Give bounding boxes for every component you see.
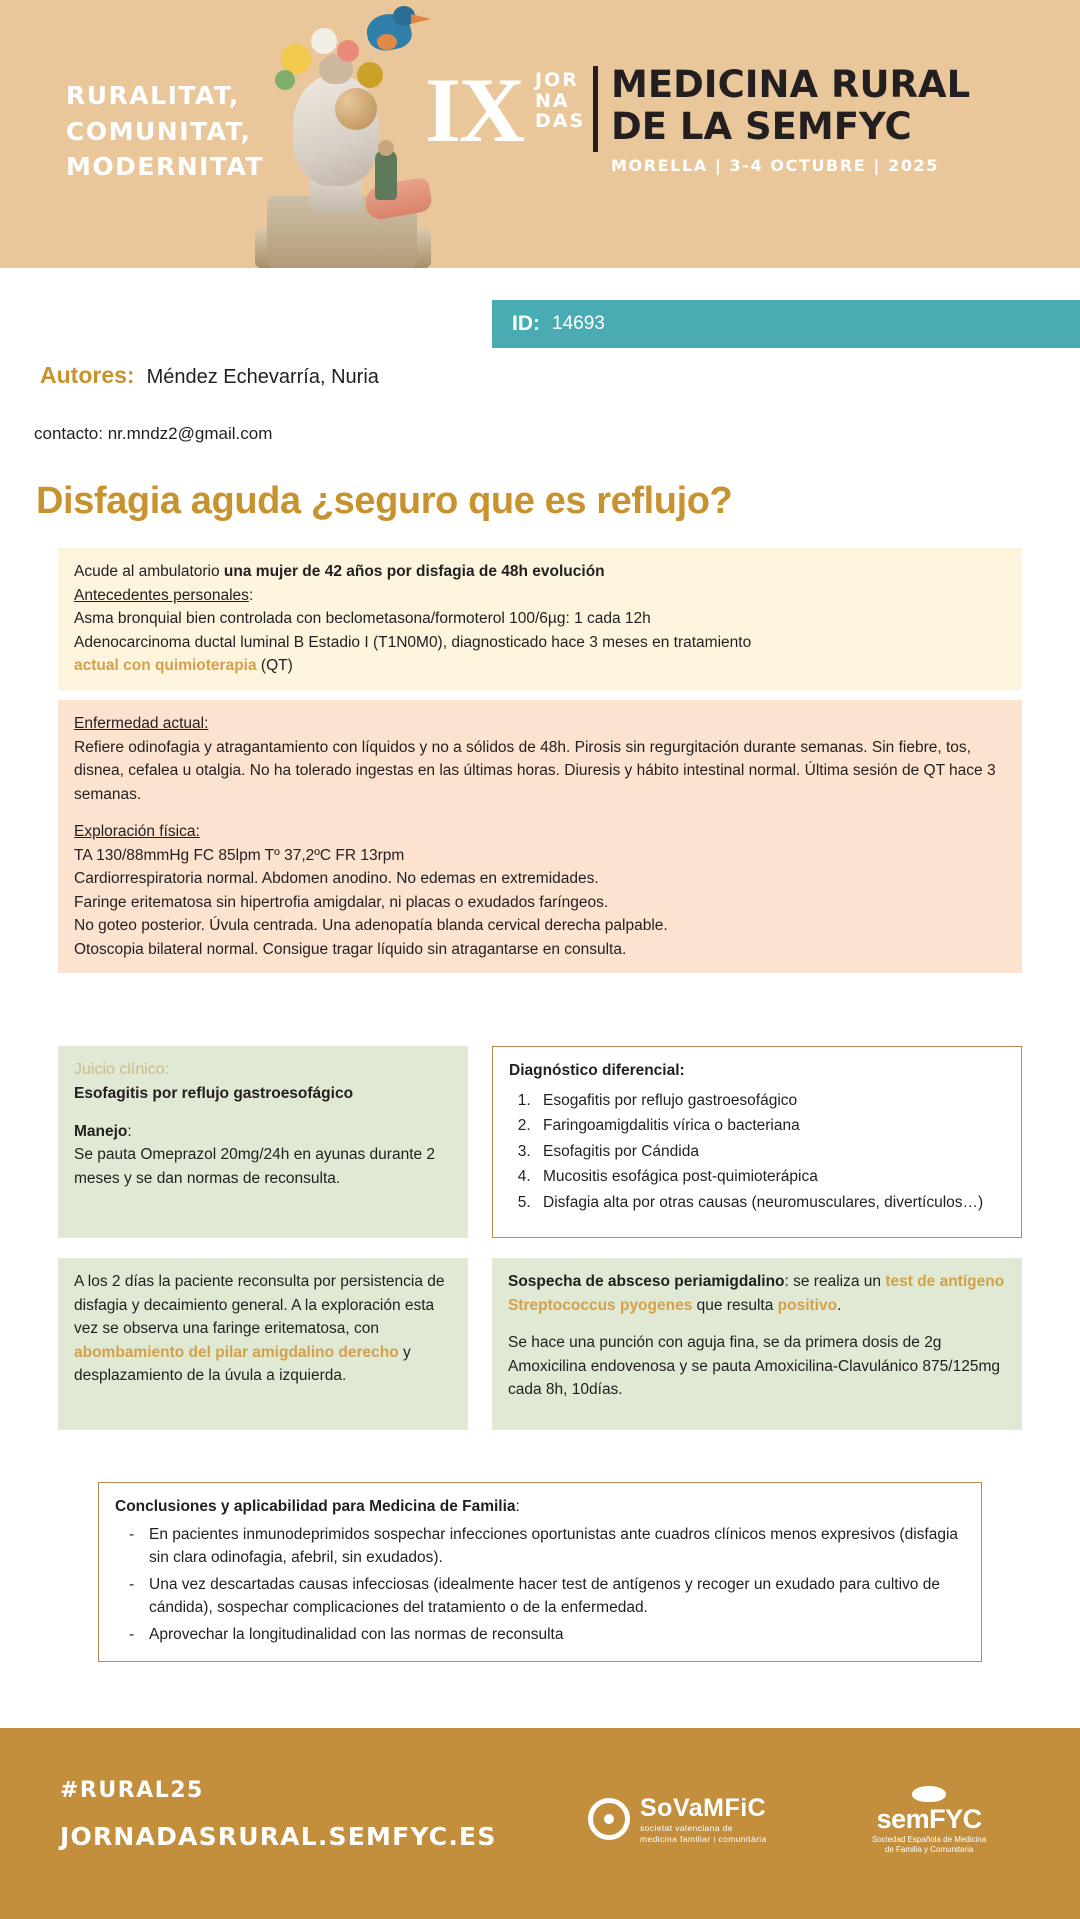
conclusions-list bbox=[115, 1523, 965, 1647]
chemo-highlight: actual con quimioterapia bbox=[74, 657, 257, 675]
reconsultation-part-1: A los 2 días la paciente reconsulta por persistencia de disfagia y decaimiento general. A la exploración esta vez se observa una faringe eritematosa, con bbox=[74, 1273, 445, 1338]
case-presentation-box bbox=[58, 548, 1022, 690]
pillar-bulge-highlight: abombamiento del pilar amigdalino derecho bbox=[74, 1343, 399, 1361]
abscess-paragraph-1 bbox=[508, 1270, 1006, 1317]
abscess-lead-rest: : se realiza un bbox=[784, 1273, 886, 1290]
jornadas-word bbox=[535, 70, 585, 132]
jornadas-line-3: DAS bbox=[535, 110, 586, 133]
slogan-line-3: MODERNITAT bbox=[66, 152, 265, 181]
figurine-head-icon bbox=[378, 140, 394, 156]
id-value: 14693 bbox=[552, 313, 605, 334]
reconsultation-part-2: y desplazamiento de la úvula a izquierda. bbox=[74, 1343, 411, 1385]
spacer bbox=[74, 806, 1006, 820]
differential-list bbox=[535, 1089, 1005, 1215]
vertical-divider bbox=[593, 66, 598, 152]
list-item: 5. Disfagia alta por otras causas (neuromusculares, divertículos…) bbox=[535, 1191, 1005, 1215]
abscess-mid: que resulta bbox=[692, 1296, 778, 1314]
hand-icon bbox=[363, 177, 434, 222]
conclusions-title-colon: : bbox=[515, 1498, 520, 1515]
semfyc-sub-line-1: Sociedad Española de Medicina bbox=[872, 1835, 987, 1844]
exam-line-5: Otoscopia bilateral normal. Consigue tragar líquido sin atragantarse en consulta. bbox=[74, 940, 627, 958]
clinical-judgment-diagnosis: Esofagitis por reflujo gastroesofágico bbox=[74, 1085, 354, 1103]
abscess-paragraph-2: Se hace una punción con aguja fina, se da primera dosis de 2g Amoxicilina endovenosa y se pauta Amoxicilina-Clavulánico 875/125mg cada 8h, 10días. bbox=[508, 1334, 1000, 1399]
antecedentes-heading bbox=[74, 584, 1006, 608]
reconsultation-text bbox=[74, 1270, 452, 1388]
poster-footer bbox=[0, 1728, 1080, 1919]
event-name-line-2: DE LA SEMFYC bbox=[611, 105, 912, 149]
clinical-judgment-label: Juicio clínico: bbox=[74, 1061, 170, 1078]
conclusions-box bbox=[98, 1482, 982, 1662]
positive-highlight: positivo bbox=[777, 1296, 838, 1314]
slogan-line-1: RURALITAT, bbox=[66, 81, 240, 110]
footer-hashtag: #RURAL25 bbox=[60, 1778, 204, 1803]
antecedentes-line-2: Adenocarcinoma ductal luminal B Estadio I (T1N0M0), diagnosticado hace 3 meses en tratamiento bbox=[74, 633, 752, 651]
management-colon: : bbox=[127, 1122, 132, 1140]
slogan-line-2: COMUNITAT, bbox=[66, 116, 252, 146]
contact-line: contacto: nr.mndz2@gmail.com bbox=[34, 424, 273, 443]
exam-line-4: No goteo posterior. Úvula centrada. Una adenopatía blanda cervical derecha palpable. bbox=[74, 917, 668, 935]
current-illness-box bbox=[58, 700, 1022, 973]
list-item: - Una vez descartadas causas infecciosas (idealmente hacer test de antígenos y recoger un exudado para cultivo de cándida), sospechar complicaciones del tratamiento o de la enfermedad. bbox=[115, 1573, 965, 1620]
edition-number: IX bbox=[425, 59, 524, 161]
list-item: 2. Faringoamigdalitis vírica o bacteriana bbox=[535, 1114, 1005, 1138]
semfyc-sub-line-2: de Familia y Comunitaria bbox=[884, 1845, 974, 1855]
semfyc-name: semFYC bbox=[876, 1804, 982, 1834]
spacer bbox=[74, 1106, 452, 1120]
antecedentes-line-3 bbox=[74, 654, 1006, 678]
event-name bbox=[611, 64, 970, 148]
differential-diagnosis-box bbox=[492, 1046, 1022, 1238]
list-item: 1. Esogafitis por reflujo gastroesofágico bbox=[535, 1089, 1005, 1113]
antecedentes-colon: : bbox=[248, 586, 254, 604]
management-heading bbox=[74, 1120, 452, 1144]
jornadas-line-1: JOR bbox=[535, 69, 579, 91]
figurine-icon bbox=[375, 150, 397, 200]
shell-icon bbox=[335, 88, 377, 130]
differential-title: Diagnóstico diferencial: bbox=[509, 1062, 685, 1079]
list-item: 3. Esofagitis por Cándida bbox=[535, 1140, 1005, 1164]
kingfisher-belly-icon bbox=[377, 34, 397, 50]
list-item: 4. Mucositis esofágica post-quimioterápica bbox=[535, 1165, 1005, 1189]
reconsultation-box bbox=[58, 1258, 468, 1430]
leaf-icon bbox=[275, 70, 295, 90]
conclusions-title bbox=[115, 1495, 965, 1519]
antecedentes-line-1: Asma bronquial bien controlada con beclometasona/formoterol 100/6µg: 1 cada 12h bbox=[74, 610, 651, 628]
flower-icon-5 bbox=[357, 62, 383, 88]
exam-line-3: Faringe eritematosa sin hipertrofia amigdalar, ni placas o exudados faríngeos. bbox=[74, 893, 609, 911]
abscess-period: . bbox=[837, 1296, 842, 1314]
authors-label: Autores: bbox=[40, 362, 135, 388]
sovamfic-logo-text bbox=[640, 1794, 767, 1844]
authors-row bbox=[40, 362, 379, 389]
sovamfic-sub-line-2: medicina familiar i comunitària bbox=[640, 1833, 767, 1844]
page-title: Disfagia aguda ¿seguro que es reflujo? bbox=[36, 480, 733, 522]
jornadas-line-2: NA bbox=[535, 89, 570, 112]
clinical-judgment-box bbox=[58, 1046, 468, 1238]
case-line-1-bold: una mujer de 42 años por disfagia de 48h evolución bbox=[223, 563, 605, 580]
current-illness-text: Refiere odinofagia y atragantamiento con líquidos y no a sólidos de 48h. Pirosis sin regurgitación durante semanas. Sin fiebre, tos, disnea, cefalea u otalgia. No ha tolerado ingestas en las últimas horas. Diuresis y hábito intestinal normal. Última sesión de QT hace 3 semanas. bbox=[74, 738, 996, 803]
list-item: - Aprovechar la longitudinalidad con las normas de reconsulta bbox=[115, 1623, 965, 1647]
sovamfic-mark-icon bbox=[588, 1798, 630, 1840]
poster-header bbox=[0, 0, 1080, 268]
exam-line-1: TA 130/88mmHg FC 85lpm Tº 37,2ºC FR 13rpm bbox=[74, 846, 405, 864]
list-item: - En pacientes inmunodeprimidos sospechar infecciones oportunistas ante cuadros clínicos menos expresivos (disfagia sin clara odinofagia, afebril, sin exudados). bbox=[115, 1523, 965, 1570]
event-place-date: MORELLA | 3-4 OCTUBRE | 2025 bbox=[611, 156, 940, 175]
sovamfic-name: SoVaMFiC bbox=[640, 1794, 767, 1822]
id-label: ID: bbox=[512, 312, 540, 335]
id-badge bbox=[492, 300, 1080, 348]
abscess-lead-bold: Sospecha de absceso periamigdalino bbox=[508, 1273, 785, 1290]
conclusions-title-bold: Conclusiones y aplicabilidad para Medicina de Familia bbox=[115, 1498, 516, 1515]
kingfisher-beak-icon bbox=[411, 14, 431, 24]
physical-exam-heading: Exploración física: bbox=[74, 823, 200, 841]
case-line-1-plain: Acude al ambulatorio bbox=[74, 563, 224, 580]
flower-icon-2 bbox=[311, 28, 337, 54]
abscess-suspicion-box bbox=[492, 1258, 1022, 1430]
management-label: Manejo bbox=[74, 1122, 128, 1140]
exam-line-2: Cardiorrespiratoria normal. Abdomen anodino. No edemas en extremidades. bbox=[74, 870, 599, 888]
case-line-1 bbox=[74, 560, 1006, 584]
footer-url[interactable]: JORNADASRURAL.SEMFYC.ES bbox=[60, 1822, 497, 1851]
sovamfic-sub-line-1: societat valenciana de bbox=[640, 1823, 733, 1833]
semfyc-logo bbox=[872, 1786, 986, 1856]
strep-test-highlight: test de antígeno Streptococcus pyogenes bbox=[508, 1273, 1005, 1314]
chemo-rest: (QT) bbox=[256, 657, 293, 675]
event-name-line-1: MEDICINA RURAL bbox=[611, 63, 971, 106]
flower-icon-3 bbox=[337, 40, 359, 62]
semfyc-leaf-icon bbox=[912, 1786, 946, 1802]
header-event-title bbox=[425, 58, 1045, 216]
management-text: Se pauta Omeprazol 20mg/24h en ayunas durante 2 meses y se dan normas de reconsulta. bbox=[74, 1146, 436, 1187]
spacer bbox=[508, 1317, 1006, 1331]
sovamfic-logo bbox=[588, 1794, 767, 1844]
authors-value: Méndez Echevarría, Nuria bbox=[146, 366, 379, 388]
antecedentes-label: Antecedentes personales bbox=[74, 586, 249, 604]
current-illness-heading: Enfermedad actual: bbox=[74, 715, 209, 732]
